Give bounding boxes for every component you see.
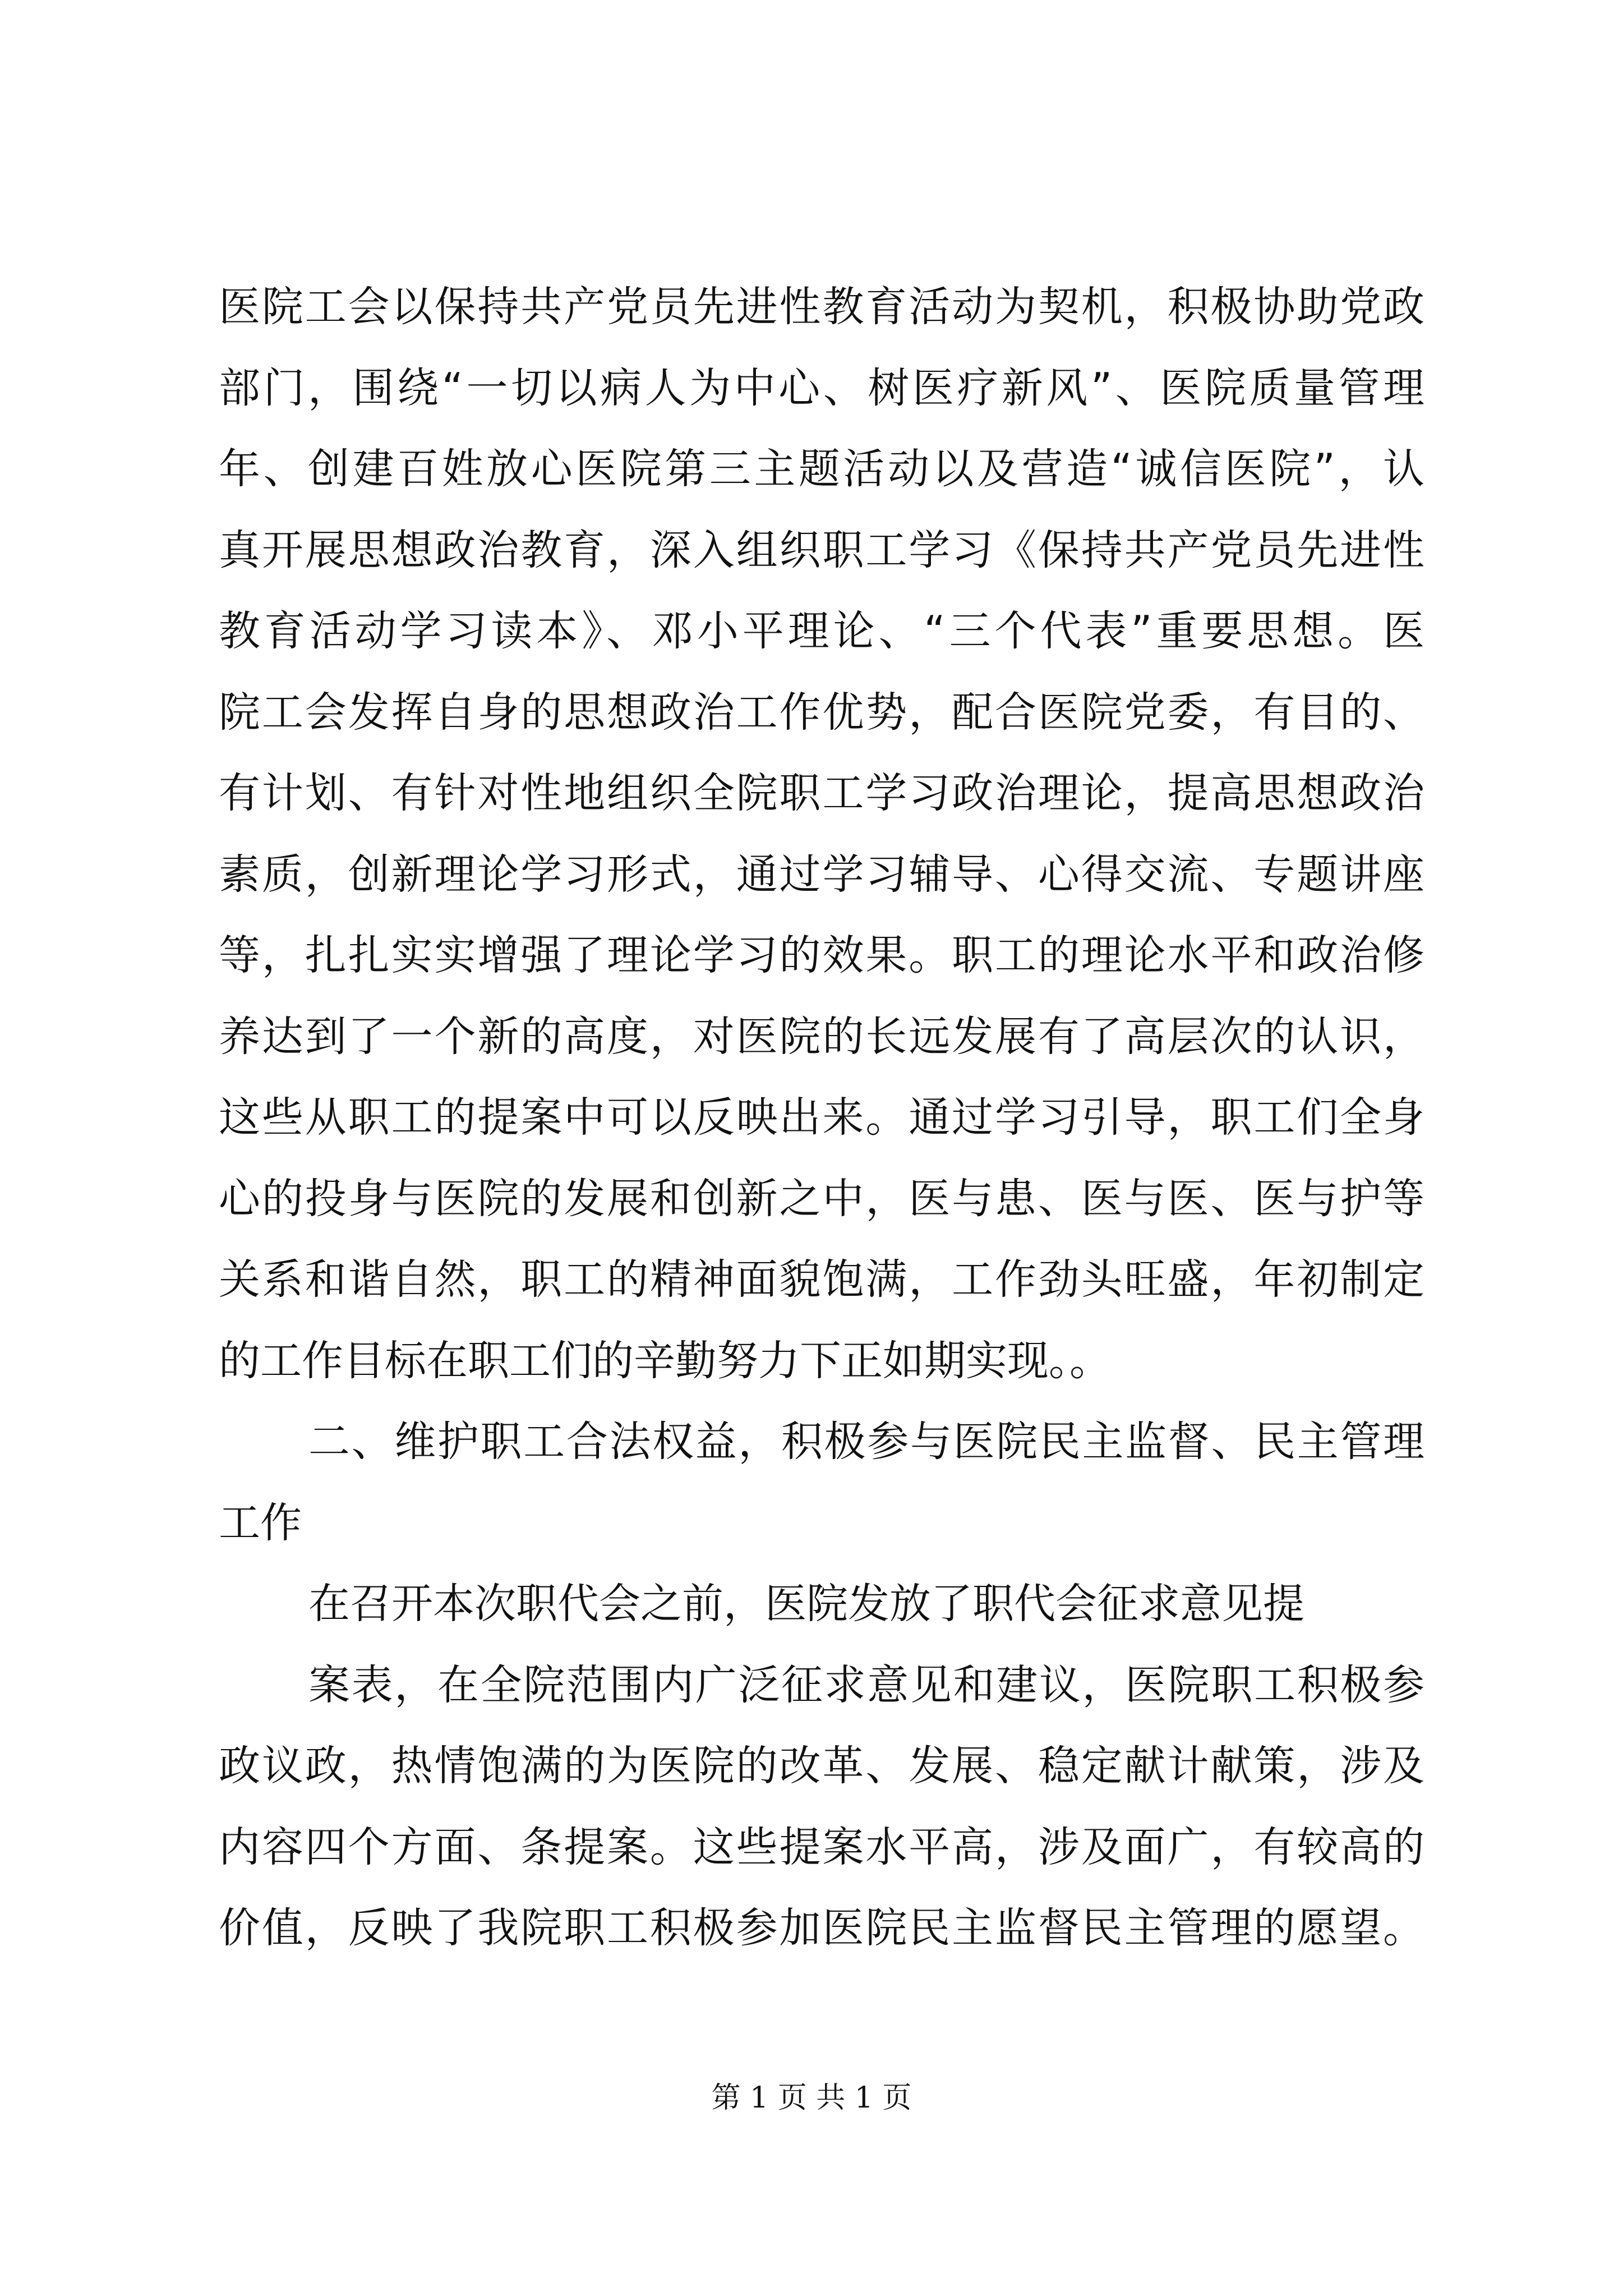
page-number-footer: 第 1 页 共 1 页 (711, 2081, 912, 2115)
text-line: 在召开本次职代会之前，医院发放了职代会征求意见提 (308, 1580, 1304, 1628)
text-line: 这些从职工的提案中可以反映出来。通过学习引导，职工们全身 (219, 1093, 1424, 1142)
text-line: 教育活动学习读本》、邓小平理论、“三个代表”重要思想。医 (219, 607, 1424, 655)
body-text (219, 266, 1424, 1969)
text-line: 政议政，热情饱满的为医院的改革、发展、稳定献计献策，涉及 (219, 1742, 1424, 1790)
text-line: 关系和谐自然，职工的精神面貌饱满，工作劲头旺盛，年初制定 (219, 1255, 1424, 1304)
text-line: 素质，创新理论学习形式，通过学习辅导、心得交流、专题讲座 (219, 850, 1424, 899)
section-heading-line: 工作 (219, 1498, 302, 1547)
text-line: 院工会发挥自身的思想政治工作优势，配合医院党委，有目的、 (219, 688, 1424, 737)
text-line: 养达到了一个新的高度，对医院的长远发展有了高层次的认识， (219, 1012, 1424, 1061)
text-line: 医院工会以保持共产党员先进性教育活动为契机，积极协助党政 (219, 283, 1424, 331)
text-line: 案表，在全院范围内广泛征求意见和建议，医院职工积极参 (308, 1660, 1424, 1709)
text-line: 心的投身与医院的发展和创新之中，医与患、医与医、医与护等 (219, 1174, 1424, 1223)
text-line: 年、创建百姓放心医院第三主题活动以及营造“诚信医院”，认 (219, 445, 1424, 493)
text-line: 价值，反映了我院职工积极参加医院民主监督民主管理的愿望。 (219, 1904, 1424, 1952)
text-line: 真开展思想政治教育，深入组织职工学习《保持共产党员先进性 (219, 526, 1424, 574)
section-heading-line: 二、维护职工合法权益，积极参与医院民主监督、民主管理 (308, 1418, 1424, 1466)
text-line: 有计划、有针对性地组织全院职工学习政治理论，提高思想政治 (219, 769, 1424, 817)
text-line: 内容四个方面、条提案。这些提案水平高，涉及面广，有较高的 (219, 1823, 1424, 1871)
text-line: 部门，围绕“一切以病人为中心、树医疗新风”、医院质量管理 (219, 364, 1424, 412)
text-line: 的工作目标在职工们的辛勤努力下正如期实现。。 (219, 1336, 1111, 1385)
text-line: 等，扎扎实实增强了理论学习的效果。职工的理论水平和政治修 (219, 931, 1424, 979)
